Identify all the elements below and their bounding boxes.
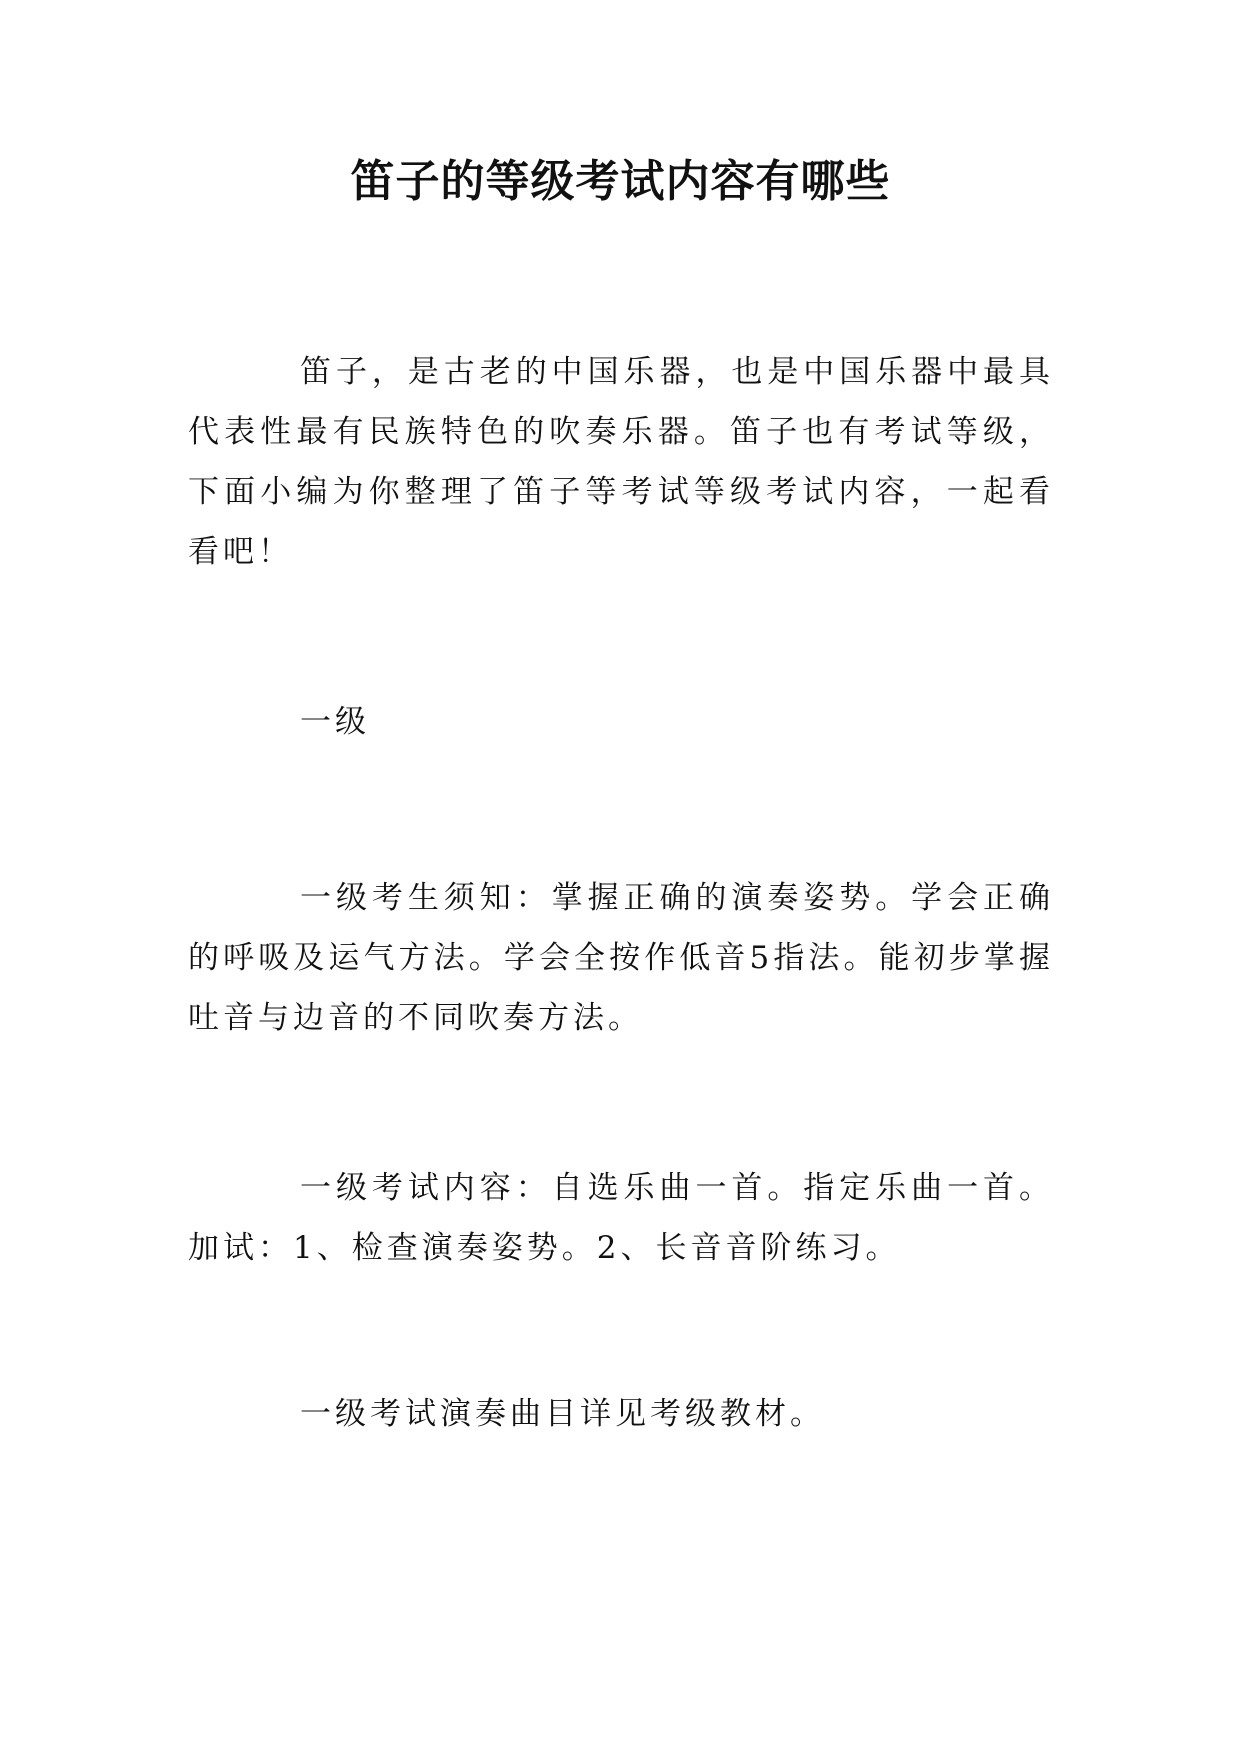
level-one-notice-paragraph: 一级考生须知：掌握正确的演奏姿势。学会正确的呼吸及运气方法。学会全按作低音5指法。能初步掌握吐音与边音的不同吹奏方法。 [188, 880, 1054, 1036]
intro-paragraph: 笛子，是古老的中国乐器，也是中国乐器中最具代表性最有民族特色的吹奏乐器。笛子也有考试等级，下面小编为你整理了笛子等考试等级考试内容，一起看看吧！ [188, 354, 1054, 570]
level-one-content-paragraph: 一级考试内容：自选乐曲一首。指定乐曲一首。加试：1、检查演奏姿势。2、长音音阶练习。 [188, 1170, 1054, 1266]
document-title: 笛子的等级考试内容有哪些 [350, 156, 891, 207]
level-one-repertoire-paragraph: 一级考试演奏曲目详见考级教材。 [300, 1396, 825, 1432]
level-heading: 一级 [300, 704, 370, 740]
